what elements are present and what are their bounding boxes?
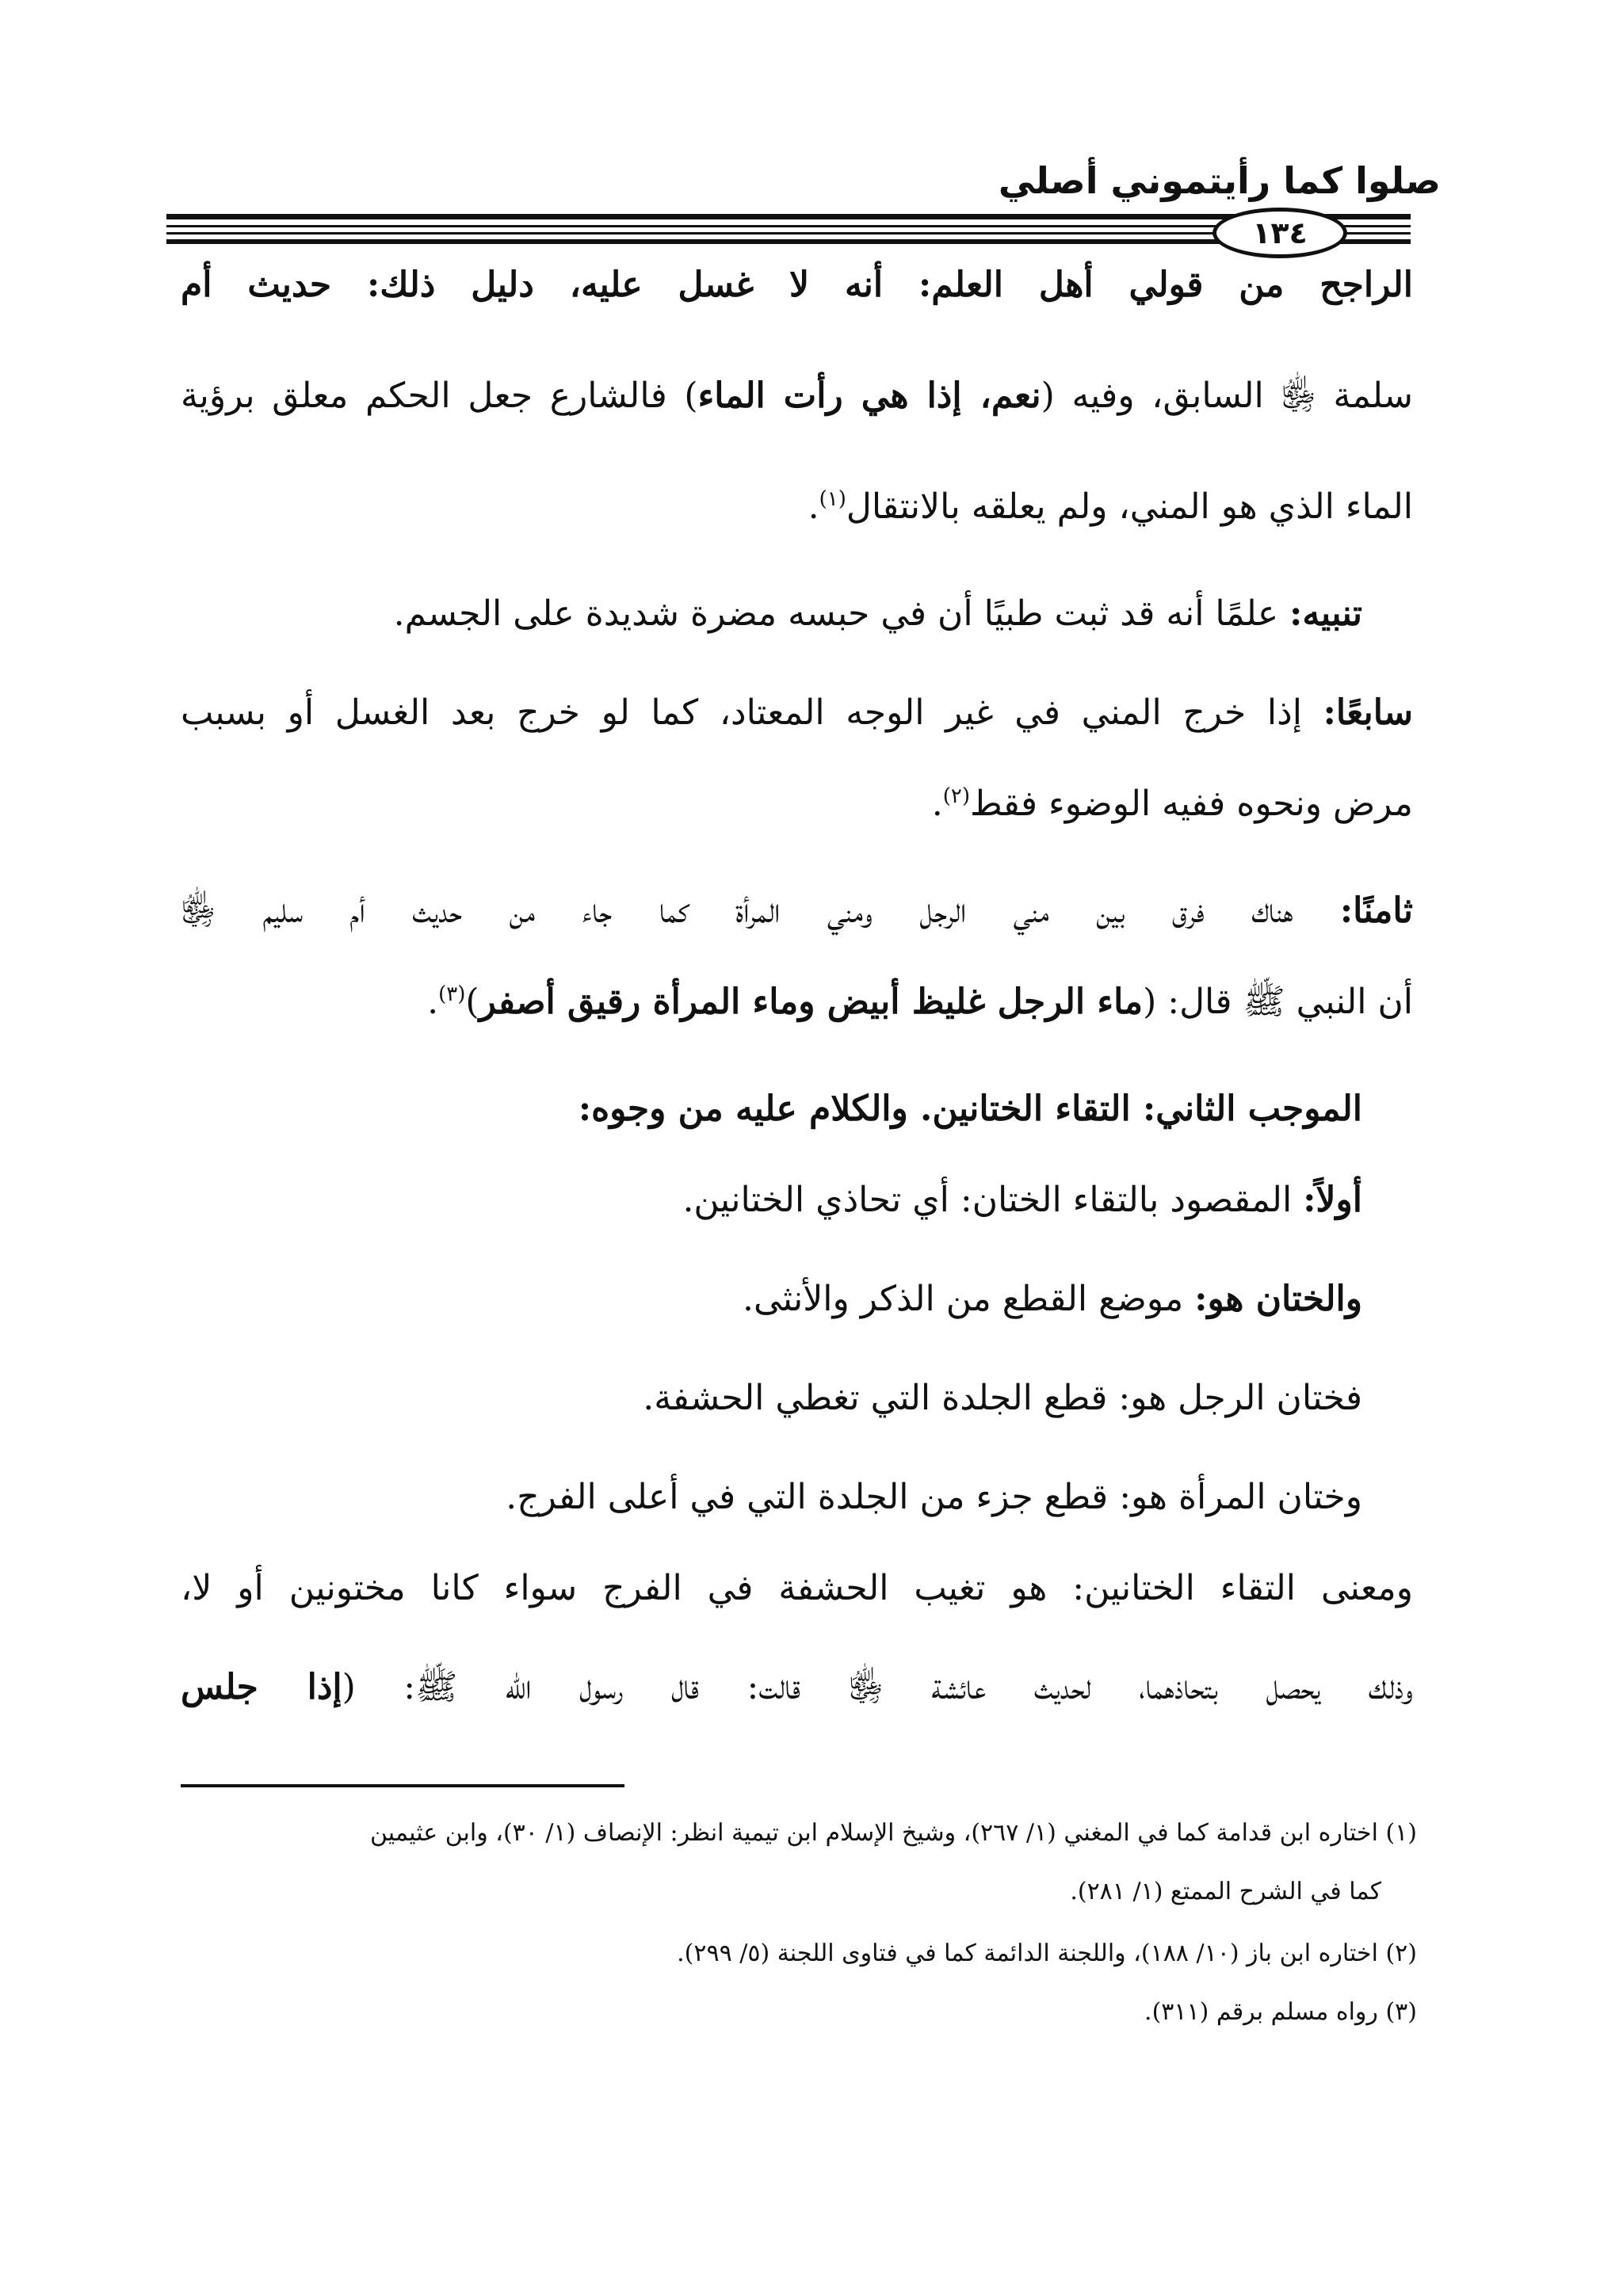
section-label: والختان هو: [1194, 1279, 1362, 1319]
hadith-quote: نعم، إذا هي رأت الماء [697, 376, 1041, 416]
text-run: ومعنى التقاء الختانين: هو تغيب الحشفة في الفرج سواء كانا مختونين أو لا، [181, 1568, 1413, 1608]
text-run: . [931, 784, 943, 824]
text-run: . [427, 982, 439, 1022]
footnote-ref: (٢) [942, 784, 970, 808]
footnote-2: (٢) اختاره ابن باز (١٠/ ١٨٨)، واللجنة الدائمة كما في فتاوى اللجنة (٥/ ٢٩٩). [677, 1939, 1417, 1967]
text-line [181, 1664, 1413, 1711]
text-line [181, 887, 1413, 935]
text-line [682, 1177, 1362, 1224]
text-run: : ( [342, 1667, 416, 1707]
honorific-glyph: ﷺ [1243, 982, 1285, 1022]
section-label: أولاً: [1303, 1180, 1362, 1220]
text-line [181, 261, 1413, 309]
page-number: ١٣٤ [1212, 208, 1347, 258]
text-run: وذلك يحصل بتحاذهما، لحديث عائشة [883, 1667, 1413, 1707]
hadith-quote: ماء الرجل غليظ أبيض وماء المرأة رقيق أصفر [479, 982, 1144, 1022]
text-run: إذا خرج المني في غير الوجه المعتاد، كما لو خرج بعد الغسل أو بسبب [181, 692, 1323, 733]
text-run: وختان المرأة هو: قطع جزء من الجلدة التي في أعلى الفرج. [506, 1477, 1362, 1517]
text-line [394, 590, 1362, 638]
footnote-ref: (١) [819, 487, 846, 511]
footnote-1: (١) اختاره ابن قدامة كما في المغني (١/ ٢٦٧)، وشيخ الإسلام ابن تيمية انظر: الإنصاف (١/ ٣٠)، وابن عثيمين [369, 1819, 1417, 1847]
text-run: علمًا أنه قد ثبت طبيًا أن في حبسه مضرة شديدة على الجسم. [393, 593, 1290, 634]
text-line [808, 483, 1413, 531]
text-run: موضع القطع من الذكر والأنثى. [743, 1279, 1195, 1319]
honorific-glyph: ﵂ [181, 891, 216, 931]
hadith-quote: إذا جلس [181, 1667, 342, 1707]
footnote-ref: (٣) [438, 982, 466, 1006]
honorific-glyph: ﵂ [1281, 376, 1316, 416]
honorific-glyph: ﵂ [848, 1667, 884, 1707]
text-run: هناك فرق بين مني الرجل ومني المرأة كما جاء من حديث أم سليم [216, 891, 1340, 931]
text-run: ) فالشارع جعل الحكم معلق برؤية [181, 376, 698, 416]
section-heading: الموجب الثاني: التقاء الختانين. والكلام عليه من وجوه: [578, 1089, 1362, 1129]
text-line [181, 372, 1413, 420]
text-run: مرض ونحوه ففيه الوضوء فقط [969, 784, 1413, 824]
text-line [181, 1565, 1413, 1612]
honorific-glyph: ﷺ [415, 1667, 458, 1707]
section-label: ثامنًا: [1339, 891, 1413, 931]
text-line [181, 689, 1413, 737]
text-line [643, 1375, 1362, 1422]
text-run: سلمة [1316, 376, 1413, 416]
text-line [932, 780, 1413, 828]
text-run: ) [465, 982, 479, 1022]
text-run: السابق، وفيه ( [1041, 376, 1281, 416]
text-run: قال: ( [1143, 982, 1243, 1022]
footnote-separator [181, 1784, 624, 1787]
text-line [579, 1085, 1362, 1133]
text-run: أن النبي [1285, 982, 1413, 1022]
text-line [743, 1276, 1362, 1323]
section-label: سابعًا: [1323, 692, 1413, 733]
text-run: فختان الرجل هو: قطع الجلدة التي تغطي الحشفة. [643, 1378, 1362, 1418]
text-run: قالت: قال رسول الله [457, 1667, 849, 1707]
section-label: تنبيه: [1289, 593, 1362, 634]
footnote-3: (٣) رواه مسلم برقم (٣١١). [1144, 1998, 1417, 2026]
text-run: . [808, 486, 819, 527]
text-line [427, 978, 1413, 1026]
paragraph-text: الراجح من قولي أهل العلم: أنه لا غسل عليه، دليل ذلك: حديث أم [181, 265, 1413, 305]
footnote-1-continuation: كما في الشرح الممتع (١/ ٢٨١). [1070, 1878, 1381, 1905]
text-line [506, 1474, 1362, 1521]
running-header-title: صلوا كما رأيتموني أصلي [998, 159, 1441, 202]
text-run: المقصود بالتقاء الختان: أي تحاذي الختانين. [682, 1180, 1304, 1220]
text-run: الماء الذي هو المني، ولم يعلقه بالانتقال [846, 486, 1413, 527]
